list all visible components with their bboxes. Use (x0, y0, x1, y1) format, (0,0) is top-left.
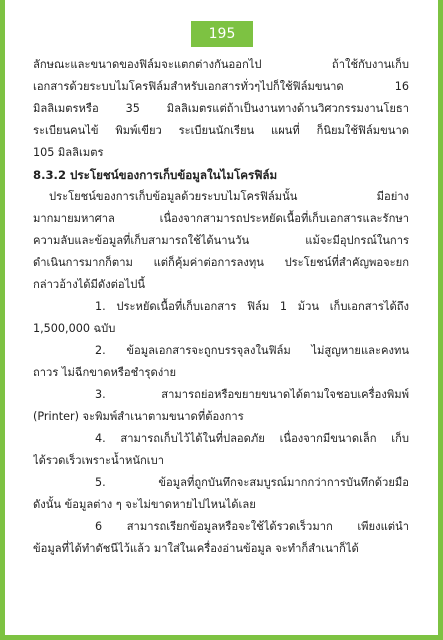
list-item-first-line: 1. ประหยัดเนื้อที่เก็บเอกสาร ฟิล์ม 1 ม้วน เก็บเอกสารได้ถึง (95, 300, 409, 313)
body-line: ลักษณะและขนาดของฟิล์มจะแตกต่างกันออกไป ถ้าใช้กับงานเก็บ (33, 58, 409, 71)
paragraph-line: ประโยชน์ของการเก็บข้อมูลด้วยระบบไมโครฟิล์มนั้น มีอย่าง (49, 190, 409, 203)
body-line: 105 มิลลิเมตร (33, 146, 104, 159)
list-item-continuation: ถาวร ไม่ฉีกขาดหรือชำรุดง่าย (33, 366, 177, 379)
list-item-continuation: (Printer) จะพิมพ์สำเนาตามขนาดที่ต้องการ (33, 410, 244, 423)
list-item-continuation: ดังนั้น ข้อมูลต่าง ๆ จะไม่ขาดหายไปไหนได้เลย (33, 498, 256, 511)
list-item-first-line: 4. สามารถเก็บไว้ได้ในที่ปลอดภัย เนื่องจากมีขนาดเล็ก เก็บ (95, 432, 409, 445)
paragraph-line: มากมายมหาศาล เนื่องจากสามารถประหยัดเนื้อที่เก็บเอกสารและรักษา (33, 212, 409, 225)
list-item-continuation: 1,500,000 ฉบับ (33, 322, 116, 335)
paragraph-line: ดำเนินการมากก็ตาม แต่ก็คุ้มค่าต่อการลงทุน ประโยชน์ที่สำคัญพอจะยก (33, 256, 409, 269)
body-line: มิลลิเมตรหรือ 35 มิลลิเมตรแต่ถ้าเป็นงานทางด้านวิศวกรรมงานโยธา (33, 102, 409, 115)
list-item-first-line: 5. ข้อมูลที่ถูกบันทึกจะสมบูรณ์มากกว่าการบันทึกด้วยมือ (95, 476, 409, 489)
list-item-continuation: ข้อมูลที่ได้ทำดัชนีไว้แล้ว มาใส่ในเครื่องอ่านข้อมูล จะทำก็สำเนาก็ได้ (33, 542, 359, 555)
list-item-first-line: 2. ข้อมูลเอกสารจะถูกบรรจุลงในฟิล์ม ไม่สูญหายและคงทน (95, 344, 409, 357)
list-item-first-line: 3. สามารถย่อหรือขยายขนาดได้ตามใจชอบเครื่องพิมพ์ (95, 388, 409, 401)
page-number: 195 (191, 21, 253, 47)
paragraph-line: กล่าวอ้างได้มีดังต่อไปนี้ (33, 278, 146, 291)
body-line: เอกสารด้วยระบบไมโครฟิล์มสำหรับเอกสารทั่วๆไปก็ใช้ฟิล์มขนาด 16 (33, 80, 409, 93)
page-content (33, 54, 409, 560)
paragraph-line: ความลับและข้อมูลที่เก็บสามารถใช้ได้นานวัน แม้จะมีอุปกรณ์ในการ (33, 234, 409, 247)
list-item-continuation: ได้รวดเร็วเพราะน้ำหนักเบา (33, 454, 164, 467)
section-heading: 8.3.2 ประโยชน์ของการเก็บข้อมูลในไมโครฟิล์ม (33, 168, 278, 182)
body-line: ระเบียนคนไข้ พิมพ์เขียว ระเบียนนักเรียน แผนที่ ก็นิยมใช้ฟิล์มขนาด (33, 124, 409, 137)
list-item-first-line: 6 สามารถเรียกข้อมูลหรือจะใช้ได้รวดเร็วมาก เพียงแต่นำ (95, 520, 409, 533)
